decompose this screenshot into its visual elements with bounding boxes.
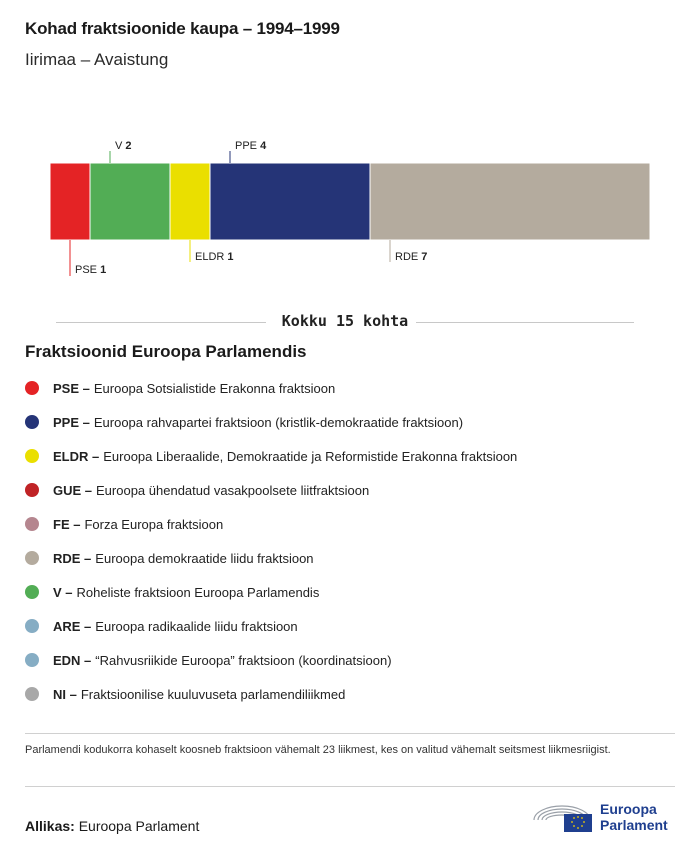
bar-label-value: 4 (260, 140, 267, 152)
bar-segment-rde (370, 163, 650, 240)
legend-swatch (25, 619, 39, 633)
legend-text: Euroopa rahvapartei fraktsioon (kristlik-demokraatide fraktsioon) (93, 414, 464, 430)
legend-swatch (25, 517, 39, 531)
legend-abbr: GUE – (53, 482, 93, 498)
legend-swatch (25, 381, 39, 395)
bar-segment-eldr (170, 163, 210, 240)
logo-line2: Parlament (600, 817, 668, 833)
bar-label-value: 1 (227, 251, 234, 263)
legend-text: Euroopa radikaalide liidu fraktsioon (95, 618, 298, 634)
divider-bottom (25, 786, 675, 787)
legend-abbr: V – (53, 584, 73, 600)
bar-segment-ppe (210, 163, 370, 240)
legend-item (25, 541, 675, 575)
legend-text: Euroopa demokraatide liidu fraktsioon (95, 550, 314, 566)
legend-title: Fraktsioonid Euroopa Parlamendis (25, 342, 307, 361)
bar-label-category: PPE (235, 140, 261, 152)
legend-swatch (25, 585, 39, 599)
chart-subtitle: Iirimaa – Avaistung (25, 50, 169, 69)
footnote: Parlamendi kodukorra kohaselt koosneb fraktsioon vähemalt 23 liikmest, kes on valitud vähemalt seitsmest liikmesriigist. (25, 744, 611, 756)
logo-line1: Euroopa (600, 801, 657, 817)
legend-abbr: PPE – (53, 414, 90, 430)
source-line (25, 818, 199, 834)
bar-label-category: V (115, 140, 126, 152)
legend-swatch (25, 483, 39, 497)
legend-abbr: ELDR – (53, 448, 100, 464)
legend-abbr: RDE – (53, 550, 92, 566)
legend-text: Euroopa Sotsialistide Erakonna fraktsioon (93, 380, 336, 396)
legend-item (25, 677, 675, 711)
total-seats-label: Kokku 15 kohta (274, 312, 416, 330)
bar-label-ppe (235, 140, 267, 152)
bar-label-value: 2 (125, 140, 132, 152)
legend-abbr: EDN – (53, 652, 92, 668)
legend-swatch (25, 687, 39, 701)
legend-item (25, 371, 675, 405)
source-value: Euroopa Parlament (78, 818, 200, 834)
bar-segment-pse (50, 163, 90, 240)
legend-text: Forza Europa fraktsioon (84, 516, 224, 532)
bar-label-category: ELDR (195, 251, 228, 263)
legend-item (25, 507, 675, 541)
legend-item (25, 609, 675, 643)
legend-item (25, 405, 675, 439)
legend-text: Roheliste fraktsioon Euroopa Parlamendis (76, 584, 320, 600)
legend-abbr: ARE – (53, 618, 92, 634)
legend-abbr: NI – (53, 686, 77, 702)
legend-text: “Rahvusriikide Euroopa” fraktsioon (koordinatsioon) (95, 652, 392, 668)
bar-label-category: RDE (395, 251, 422, 263)
legend-abbr: FE – (53, 516, 81, 532)
total-seats-row (56, 312, 634, 332)
legend-item (25, 473, 675, 507)
legend-swatch (25, 449, 39, 463)
legend (25, 371, 675, 711)
bar-label-eldr (195, 251, 234, 263)
legend-item (25, 439, 675, 473)
legend-abbr: PSE – (53, 380, 90, 396)
stacked-bar-chart (0, 130, 700, 280)
source-label: Allikas: (25, 818, 75, 834)
legend-item (25, 575, 675, 609)
bar-label-value: 1 (100, 264, 107, 276)
legend-swatch (25, 551, 39, 565)
bar-label-value: 7 (421, 251, 428, 263)
legend-swatch (25, 653, 39, 667)
legend-text: Euroopa Liberaalide, Demokraatide ja Reformistide Erakonna fraktsioon (103, 448, 518, 464)
legend-swatch (25, 415, 39, 429)
legend-item (25, 643, 675, 677)
bar-label-v (115, 140, 132, 152)
bar-label-pse (75, 264, 106, 276)
legend-text: Fraktsioonilise kuuluvuseta parlamendiliikmed (80, 686, 346, 702)
bar-label-category: PSE (75, 264, 101, 276)
legend-text: Euroopa ühendatud vasakpoolsete liitfraktsioon (96, 482, 370, 498)
bar-label-rde (395, 251, 427, 263)
chart-title: Kohad fraktsioonide kaupa – 1994–1999 (25, 19, 340, 38)
logo-text (600, 801, 668, 833)
divider-top (25, 733, 675, 734)
bar-segment-v (90, 163, 170, 240)
